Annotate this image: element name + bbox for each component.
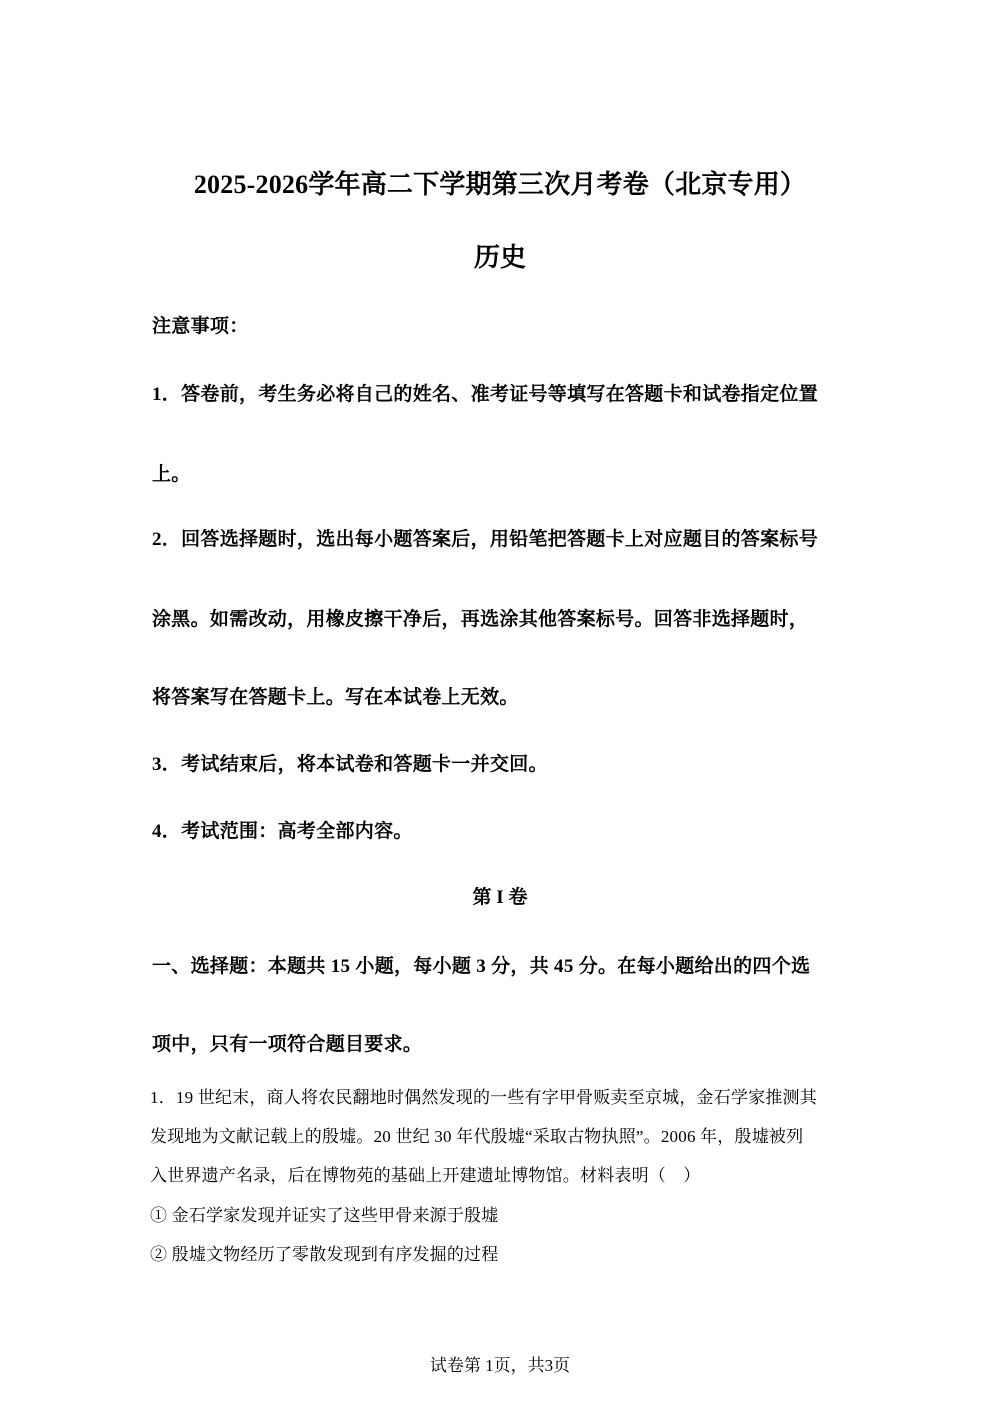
question-1-text: 1．19 世纪末，商人将农民翻地时偶然发现的一些有字甲骨贩卖至京城，金石学家推测其	[150, 1088, 817, 1107]
question-1-option: ① 金石学家发现并证实了这些甲骨来源于殷墟	[150, 1206, 499, 1225]
page-footer: 试卷第 1页，共3页	[429, 1356, 571, 1375]
question-1-option: ② 殷墟文物经历了零散发现到有序发掘的过程	[150, 1245, 499, 1264]
exam-title: 2025-2026学年高二下学期第三次月考卷（北京专用）	[193, 170, 807, 199]
notice-line: 将答案写在答题卡上。写在本试卷上无效。	[152, 687, 519, 708]
section-label: 第 I 卷	[472, 887, 528, 908]
section-instruction: 项中，只有一项符合题目要求。	[152, 1034, 423, 1055]
section-instruction: 一、选择题：本题共 15 小题，每小题 3 分，共 45 分。在每小题给出的四个选	[152, 956, 811, 977]
notice-line: 1．答卷前，考生务必将自己的姓名、准考证号等填写在答题卡和试卷指定位置	[152, 384, 819, 405]
notice-line: 2．回答选择题时，选出每小题答案后，用铅笔把答题卡上对应题目的答案标号	[152, 529, 819, 550]
notice-line: 上。	[152, 464, 191, 485]
question-1-text: 发现地为文献记载上的殷墟。20 世纪 30 年代殷墟“采取古物执照”。2006 年，殷墟被列	[150, 1127, 804, 1146]
notice-line: 涂黑。如需改动，用橡皮擦干净后，再选涂其他答案标号。回答非选择题时，	[152, 609, 809, 630]
question-1-text: 入世界遗产名录，后在博物苑的基础上开建遗址博物馆。材料表明（ ）	[150, 1166, 701, 1185]
notice-heading: 注意事项：	[152, 316, 249, 337]
notice-line: 4．考试范围：高考全部内容。	[152, 821, 413, 842]
subject-title: 历史	[473, 243, 526, 272]
notice-line: 3．考试结束后，将本试卷和答题卡一并交回。	[152, 754, 548, 775]
